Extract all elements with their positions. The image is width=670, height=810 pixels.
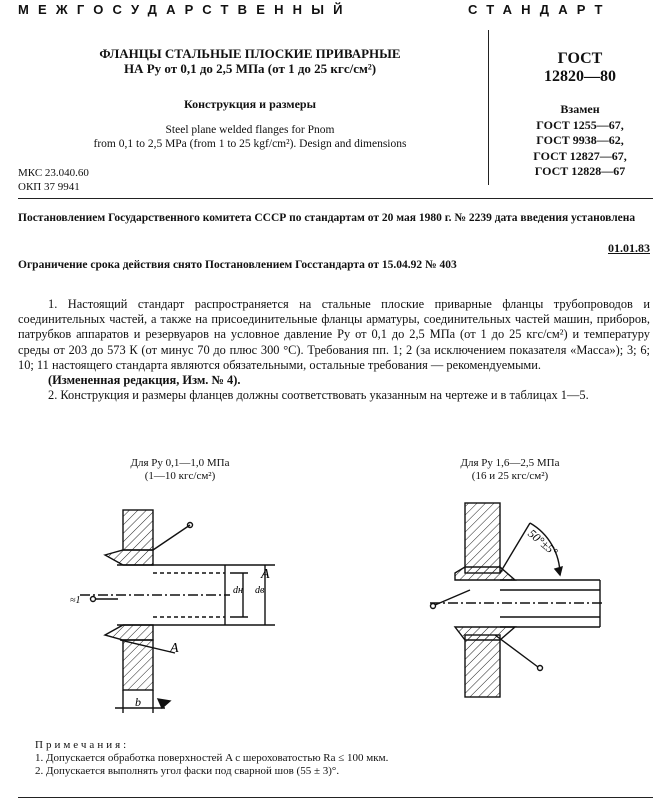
note-2: 2. Допускается выполнять угол фаски под сварной шов (55 ± 3)°. [35, 765, 340, 777]
label-angle: 50°±5° [525, 526, 561, 559]
separator-line [18, 198, 653, 199]
okp-code: ОКП 37 9941 [18, 181, 80, 193]
edition-note: (Измененная редакция, Изм. № 4). [48, 373, 241, 388]
note-1: 1. Допускается обработка поверхностей A с шероховатостью Ra ≤ 100 мкм. [35, 752, 389, 764]
title-line-1: ФЛАНЦЫ СТАЛЬНЫЕ ПЛОСКИЕ ПРИВАРНЫЕ [99, 46, 401, 61]
label-dv: dв [255, 585, 265, 596]
notes-block [35, 739, 388, 778]
left-flange-drawing [0, 495, 300, 725]
flange-bottom-section [123, 640, 153, 690]
right-caption-line-2: (16 и 25 кгс/см²) [471, 470, 549, 482]
label-a-top: A [261, 567, 270, 582]
gost-number: 12820—80 [544, 68, 616, 85]
right-caption-line-1: Для Pу 1,6—2,5 МПа [460, 457, 560, 469]
label-a-bottom: A [170, 641, 179, 656]
flange-bottom-section [465, 635, 500, 697]
left-caption-line-2: (1—10 кгс/см²) [144, 470, 216, 482]
replaces-item: ГОСТ 12827—67, [533, 148, 627, 163]
left-figure-caption [95, 457, 265, 483]
header-banner [18, 2, 653, 17]
gost-number-block [500, 50, 660, 86]
notes-heading: Примечания: [35, 739, 130, 751]
header-divider [488, 30, 489, 185]
banner-right: СТАНДАРТ [468, 2, 612, 17]
right-flange-drawing [400, 495, 650, 725]
label-dn: dн [233, 585, 243, 596]
replaces-item: ГОСТ 1255—67, [536, 117, 624, 132]
document-subtitle: Конструкция и размеры [184, 97, 316, 111]
paragraph-1: 1. Настоящий стандарт распространяется на стальные плоские приварные фланцы трубопроводов и соединительных частей, а также на присоединительные фланцы арматуры, соединительных частей машин, приборов, патрубков аппаратов и резервуаров на условное давление Pу от 0,1 до 2,5 МПа (от 1 до 25 кгс/см²) и температуру среды от 203 до 573 К (от минус 70 до плюс 300 °С). Требования пп. 1; 2 (за исключением показателя «Масса»); 3; 6; 10; 11 настоящего стандарта являются обязательными, остальные требования — рекомендуемыми. [18, 297, 650, 372]
english-line-1: Steel plane welded flanges for Pnom [165, 124, 335, 136]
english-title [20, 123, 480, 151]
flange-top-section [465, 503, 500, 573]
introduction-date: 01.01.83 [608, 241, 650, 255]
english-line-2: from 0,1 to 2,5 MPa (from 1 to 25 kgf/cm²). Design and dimensions [93, 138, 407, 150]
document-title [20, 46, 480, 76]
replaces-label: Взамен [560, 102, 600, 116]
replaces-item: ГОСТ 9938—62, [536, 133, 624, 147]
footer-line [18, 797, 653, 798]
title-line-2: НА Pу от 0,1 до 2,5 МПа (от 1 до 25 кгс/см²) [123, 61, 377, 76]
mks-code: МКС 23.040.60 [18, 167, 89, 179]
decree-text: Постановлением Государственного комитета СССР по стандартам от 20 мая 1980 г. № 2239 дата введения установлена [18, 212, 636, 224]
body-text [18, 297, 650, 403]
limit-text: Ограничение срока действия снято Постановлением Госстандарта от 15.04.92 № 403 [18, 259, 457, 271]
gost-label: ГОСТ [557, 50, 603, 67]
replaces-block [500, 102, 660, 180]
classification-codes [18, 166, 89, 194]
replaces-item: ГОСТ 12828—67 [534, 164, 626, 178]
left-caption-line-1: Для Pу 0,1—1,0 МПа [130, 457, 230, 469]
right-figure-caption [425, 457, 595, 483]
paragraph-2: 2. Конструкция и размеры фланцев должны соответствовать указанным на чертеже и в таблицах 1—5. [48, 388, 589, 403]
banner-left: МЕЖГОСУДАРСТВЕННЫЙ [18, 2, 352, 17]
flange-top-section [123, 510, 153, 550]
label-b: b [135, 695, 141, 709]
label-z: ≈1 [70, 595, 81, 606]
